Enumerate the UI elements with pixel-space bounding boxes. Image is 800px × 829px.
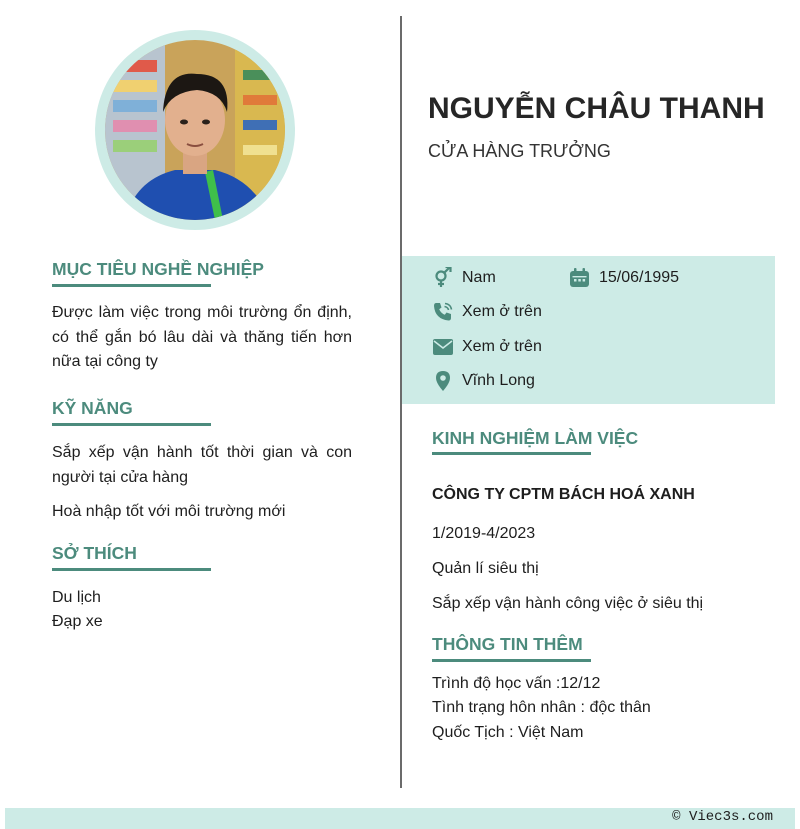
section-rule <box>52 423 211 426</box>
profile-photo <box>105 40 285 220</box>
birthday-row <box>569 267 679 289</box>
company-name: CÔNG TY CPTM BÁCH HOÁ XANH <box>432 486 695 503</box>
location-icon <box>432 370 454 392</box>
email-row <box>432 336 542 358</box>
gender-icon <box>432 267 454 289</box>
calendar-icon <box>569 267 591 289</box>
additional-info-title: THÔNG TIN THÊM <box>432 634 583 654</box>
gender-row <box>432 267 496 289</box>
hobby-item: Đạp xe <box>52 613 103 630</box>
email-icon <box>432 336 454 358</box>
section-rule <box>52 568 211 571</box>
avatar <box>105 40 285 220</box>
phone-row <box>432 301 542 323</box>
footer-credit[interactable]: © Viec3s.com <box>672 809 773 825</box>
contact-info-panel <box>402 256 775 404</box>
phone-icon <box>432 301 454 323</box>
skills-title: KỸ NĂNG <box>52 398 133 418</box>
career-objective-text: Được làm việc trong môi trường ổn định, có thể gắn bó lâu dài và thăng tiến hơn nữa tại công ty <box>52 304 352 370</box>
section-rule <box>52 284 211 287</box>
footer <box>5 808 795 829</box>
work-period: 1/2019-4/2023 <box>432 525 536 542</box>
section-rule <box>432 452 591 455</box>
phone-value: Xem ở trên <box>462 303 542 320</box>
email-value: Xem ở trên <box>462 338 542 355</box>
hobbies-title: SỞ THÍCH <box>52 543 137 563</box>
experience-title: KINH NGHIỆM LÀM VIỆC <box>432 428 639 448</box>
address-row <box>432 370 535 392</box>
work-description: Sắp xếp vận hành công việc ở siêu thị <box>432 595 704 612</box>
candidate-name: NGUYỄN CHÂU THANH <box>428 92 765 125</box>
gender-value: Nam <box>462 269 496 286</box>
work-role: Quản lí siêu thị <box>432 560 539 577</box>
hobby-item: Du lịch <box>52 589 101 606</box>
career-objective-title: MỤC TIÊU NGHỀ NGHIỆP <box>52 259 264 279</box>
avatar-frame <box>95 30 295 230</box>
birthday-value: 15/06/1995 <box>599 269 680 286</box>
address-value: Vĩnh Long <box>462 372 535 389</box>
section-rule <box>432 659 591 662</box>
additional-info-item: Trình độ học vấn :12/12 <box>432 675 601 692</box>
additional-info-item: Quốc Tịch : Việt Nam <box>432 724 584 741</box>
candidate-position: CỬA HÀNG TRƯỞNG <box>428 141 611 161</box>
additional-info-item: Tình trạng hôn nhân : độc thân <box>432 699 651 716</box>
skill-item: Sắp xếp vận hành tốt thời gian và con người tại cửa hàng <box>52 444 352 486</box>
skill-item: Hoà nhập tốt với môi trường mới <box>52 503 286 520</box>
